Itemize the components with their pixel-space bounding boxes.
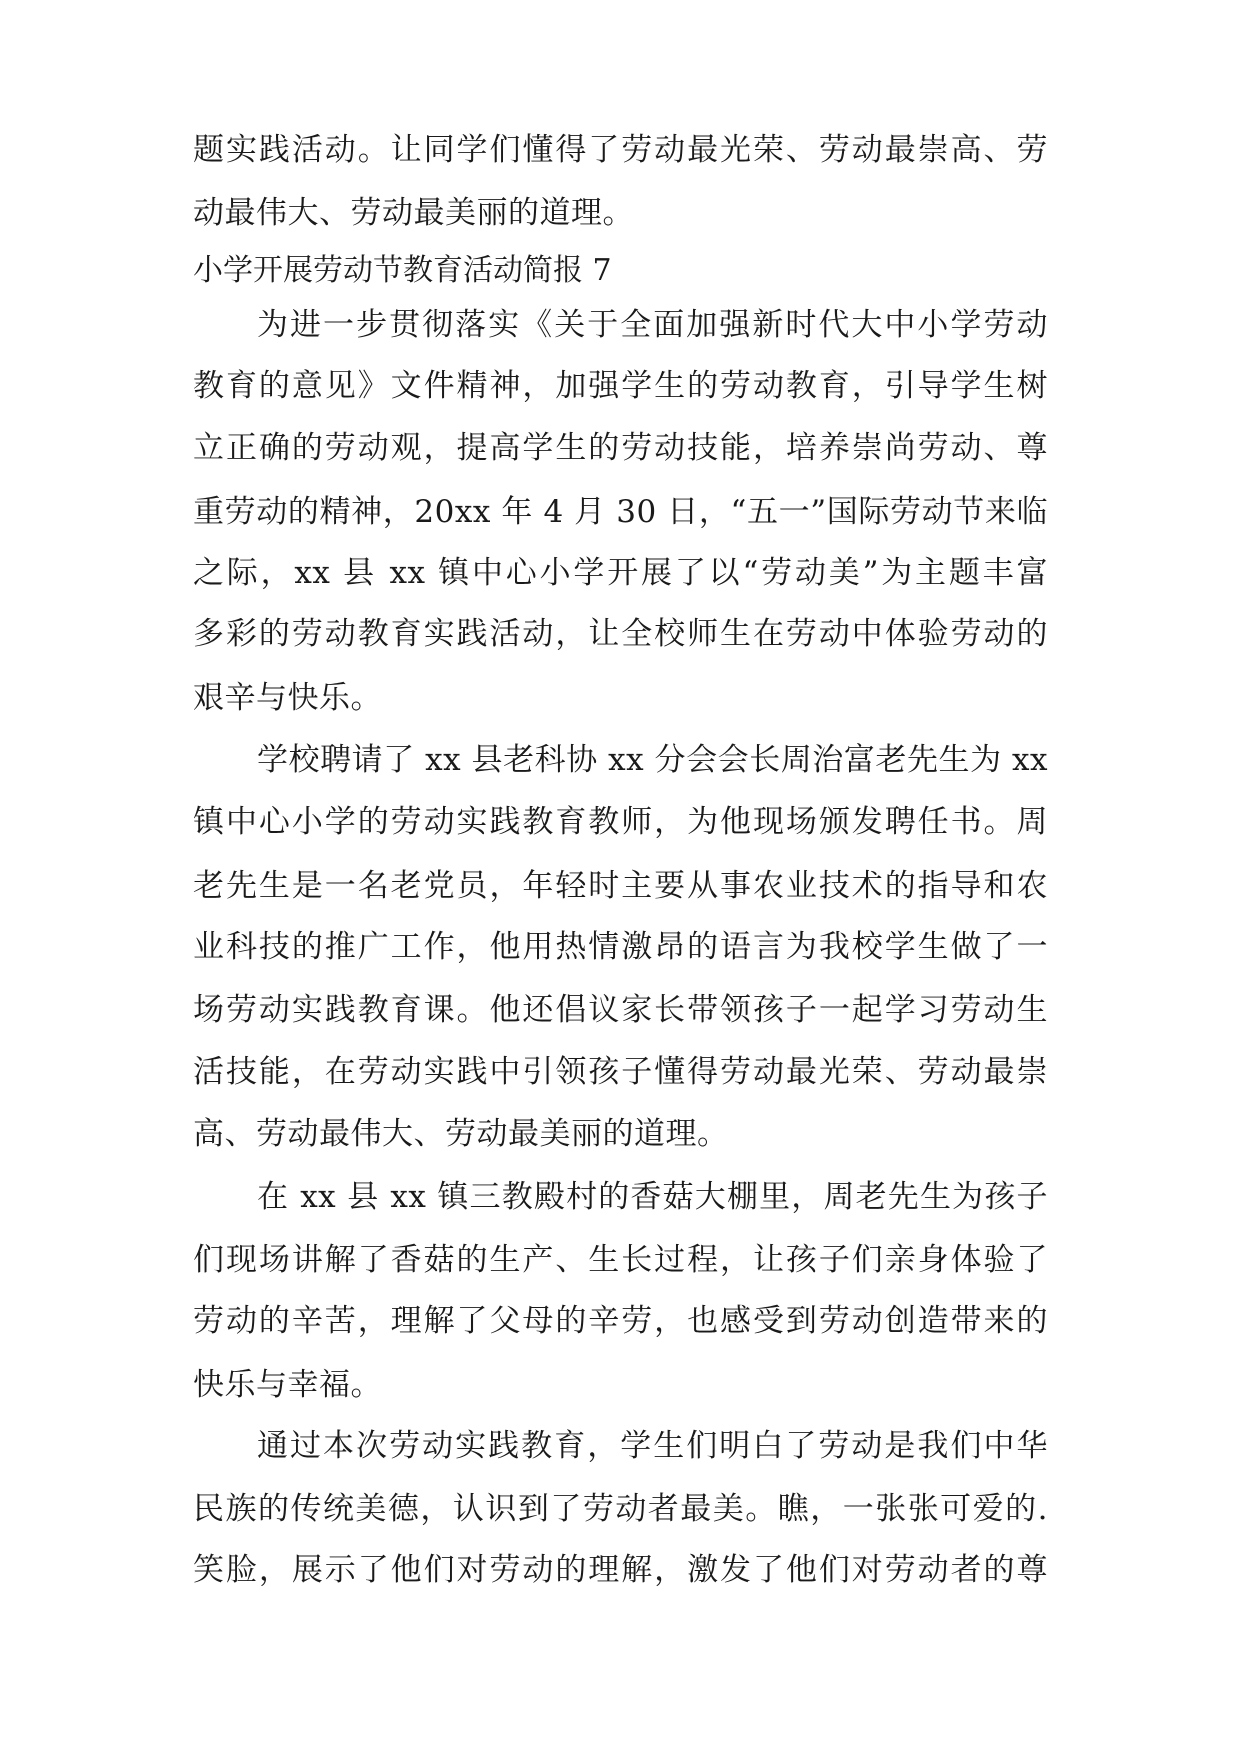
paragraph-line: 动最伟大、劳动最美丽的道理。	[193, 195, 634, 231]
paragraph-line: 高、劳动最伟大、劳动最美丽的道理。	[193, 1116, 729, 1152]
paragraph-line: 多彩的劳动教育实践活动，让全校师生在劳动中体验劳动的	[193, 616, 1048, 652]
paragraph-line: 业科技的推广工作，他用热情激昂的语言为我校学生做了一	[193, 929, 1048, 965]
paragraph-line: 重劳动的精神，20xx 年 4 月 30 日，“五一”国际劳动节来临	[193, 494, 1048, 530]
paragraph-line: 通过本次劳动实践教育，学生们明白了劳动是我们中华	[257, 1428, 1048, 1464]
paragraph-line: 在 xx 县 xx 镇三教殿村的香菇大棚里，周老先生为孩子	[257, 1179, 1048, 1215]
paragraph-line: 为进一步贯彻落实《关于全面加强新时代大中小学劳动	[257, 307, 1048, 343]
paragraph-line: 镇中心小学的劳动实践教育教师，为他现场颁发聘任书。周	[193, 804, 1048, 840]
paragraph-line: 立正确的劳动观，提高学生的劳动技能，培养崇尚劳动、尊	[193, 430, 1048, 466]
paragraph-line: 快乐与幸福。	[193, 1367, 382, 1403]
paragraph-line: 老先生是一名老党员，年轻时主要从事农业技术的指导和农	[193, 868, 1048, 904]
paragraph-line: 题实践活动。让同学们懂得了劳动最光荣、劳动最崇高、劳	[193, 132, 1048, 168]
paragraph-line: 教育的意见》文件精神，加强学生的劳动教育，引导学生树	[193, 368, 1048, 404]
paragraph-line: 艰辛与快乐。	[193, 680, 382, 716]
section-heading: 小学开展劳动节教育活动简报 7	[193, 253, 612, 288]
paragraph-line: 学校聘请了 xx 县老科协 xx 分会会长周治富老先生为 xx	[257, 742, 1048, 778]
paragraph-line: 场劳动实践教育课。他还倡议家长带领孩子一起学习劳动生	[193, 992, 1048, 1028]
paragraph-line: 们现场讲解了香菇的生产、生长过程，让孩子们亲身体验了	[193, 1242, 1048, 1278]
paragraph-line: 之际，xx 县 xx 镇中心小学开展了以“劳动美”为主题丰富	[193, 555, 1048, 591]
paragraph-line: 劳动的辛苦，理解了父母的辛劳，也感受到劳动创造带来的	[193, 1303, 1048, 1339]
paragraph-line: 笑脸，展示了他们对劳动的理解，激发了他们对劳动者的尊	[193, 1552, 1048, 1588]
paragraph-line: 民族的传统美德，认识到了劳动者最美。瞧，一张张可爱的.	[193, 1491, 1048, 1527]
paragraph-line: 活技能，在劳动实践中引领孩子懂得劳动最光荣、劳动最崇	[193, 1054, 1048, 1090]
